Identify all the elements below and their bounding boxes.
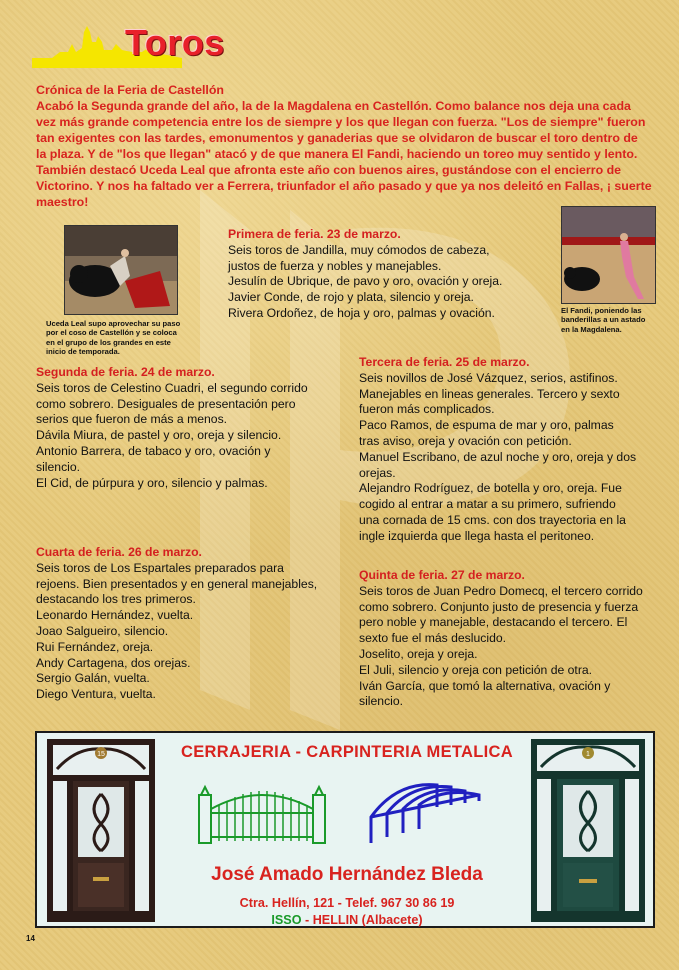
left-door-number: 15 <box>97 751 105 758</box>
section-line: Seis novillos de José Vázquez, serios, astifinos. <box>359 370 618 385</box>
section-line: Leonardo Hernández, vuelta. <box>36 608 194 623</box>
section-heading: Cuarta de feria. 26 de marzo. <box>36 545 202 559</box>
intro-article <box>36 82 658 210</box>
section-line: como sobrero. Desiguales de presentación pero <box>36 396 296 411</box>
right-door-illustration <box>531 739 645 922</box>
caption-line: inicio de temporada. <box>46 347 120 357</box>
section-heading: Primera de feria. 23 de marzo. <box>228 227 401 241</box>
section-line: Alejandro Rodríguez, de botella y oro, oreja. Fue <box>359 481 622 496</box>
left-door-illustration <box>47 739 155 922</box>
section-line: Manuel Escribano, de azul noche y oro, oreja y dos <box>359 449 637 464</box>
section-heading: Tercera de feria. 25 de marzo. <box>359 355 530 369</box>
section-heading: Quinta de feria. 27 de marzo. <box>359 568 525 582</box>
section-line: cogido al entrar a matar a su primero, sufriendo <box>359 497 616 512</box>
caption-line: El Fandi, poniendo las <box>561 306 642 315</box>
ad-address: Ctra. Hellín, 121 - Telef. 967 30 86 19 <box>239 896 455 910</box>
caption-line: banderillas a un astado <box>561 315 646 325</box>
ad-company-name: José Amado Hernández Bleda <box>211 864 483 885</box>
intro-heading: Crónica de la Feria de Castellón <box>36 83 224 97</box>
intro-line: vez más grande competencia entre los de siempre y los que llegan con fuerza. "Los de siempre" fueron <box>36 115 646 129</box>
section-line: Rivera Ordoñez, de hoja y oro, palmas y ovación. <box>228 305 495 320</box>
right-door-number: 1 <box>586 751 590 758</box>
section-line: rejoens. Bien presentados y en general manejables, <box>36 576 318 591</box>
caption-line: Uceda Leal supo aprovechar su paso <box>46 319 181 328</box>
section-line: Joselito, oreja y oreja. <box>359 646 478 661</box>
section-line: Dávila Miura, de pastel y oro, oreja y silencio. <box>36 428 282 443</box>
section-segunda <box>36 365 336 491</box>
section-line: Javier Conde, de rojo y plata, silencio y oreja. <box>228 290 474 305</box>
intro-line: Victorino. Y nos ha faltado ver a Ferrera, triunfador el año pasado y que ya nos deleitó en Fallas, ¡ suerte <box>36 179 652 193</box>
caption-line: en el grupo de los grandes en este <box>46 337 171 347</box>
caption-line: por el coso de Castellón y se coloca <box>46 328 177 338</box>
section-line: fueron más complicados. <box>359 402 495 417</box>
ad-city-green: ISSO <box>271 913 302 927</box>
section-line: El Juli, silencio y oreja con petición de otra. <box>359 662 593 677</box>
section-line: tras aviso, oreja y ovación con petición. <box>359 433 572 448</box>
section-line: silencio. <box>359 694 404 709</box>
caption-line: en la Magdalena. <box>561 324 622 334</box>
photo-caption-left <box>46 319 206 357</box>
section-line: sexto fue el más deslucido. <box>359 631 507 646</box>
page-number: 14 <box>26 934 35 943</box>
intro-line: También destacó Uceda Leal que afronta este año con buenos aires, gustándose con el encierro de <box>36 163 622 177</box>
section-line: Antonio Barrera, de tabaco y oro, ovación y <box>36 443 271 458</box>
intro-line: Acabó la Segunda grande del año, la de la Magdalena en Castellón. Como balance nos deja una cada <box>36 99 631 113</box>
section-line: como sobrero. Conjunto justo de presencia y fuerza <box>359 599 639 614</box>
advertisement-box[interactable] <box>35 731 655 928</box>
section-line: pero noble y manejable, destacando el tercero. El <box>359 615 628 630</box>
ad-title: CERRAJERIA - CARPINTERIA METALICA <box>181 743 513 761</box>
section-line: Sergio Galán, vuelta. <box>36 671 150 686</box>
section-line: Paco Ramos, de espuma de mar y oro, palmas <box>359 418 614 433</box>
section-primera <box>228 227 558 322</box>
section-line: ingle izquierda que llega hasta el peritoneo. <box>359 528 595 543</box>
section-line: Joao Salgueiro, silencio. <box>36 623 169 638</box>
section-line: Jesulín de Ubrique, de pavo y oro, ovación y oreja. <box>228 274 503 289</box>
section-line: Seis toros de Celestino Cuadri, el segundo corrido <box>36 380 308 395</box>
photo-uceda-leal <box>64 225 178 315</box>
section-line: una cornada de 15 cms. con dos trayectoria en la <box>359 512 626 527</box>
section-line: El Cid, de púrpura y oro, silencio y palmas. <box>36 475 268 490</box>
ad-city <box>37 913 657 927</box>
section-cuarta <box>36 545 336 703</box>
section-heading: Segunda de feria. 24 de marzo. <box>36 365 215 379</box>
section-line: Iván García, que tomó la alternativa, ovación y <box>359 678 611 693</box>
photo-el-fandi <box>561 206 656 304</box>
section-line: Manejables en lineas generales. Tercero y sexto <box>359 386 620 401</box>
section-line: Seis toros de Juan Pedro Domecq, el tercero corrido <box>359 583 643 598</box>
section-line: Seis toros de Jandilla, muy cómodos de cabeza, <box>228 242 490 257</box>
gate-icon <box>197 781 327 847</box>
section-line: Rui Fernández, oreja. <box>36 639 154 654</box>
page-title: Toros <box>125 22 225 63</box>
intro-line: maestro! <box>36 195 89 209</box>
section-line: destacando los tres primeros. <box>36 592 196 607</box>
section-line: silencio. <box>36 459 81 474</box>
section-tercera <box>359 355 659 545</box>
section-line: Andy Cartagena, dos orejas. <box>36 655 191 670</box>
ad-city-rest: - HELLIN (Albacete) <box>301 913 423 927</box>
photo-caption-right <box>561 306 671 334</box>
intro-line: tan exigentes con las tardes, emonumentos y ganaderias que se olvidaron de buscar el toro dentro de <box>36 131 638 145</box>
section-line: justos de fuerza y nobles y manejables. <box>228 258 442 273</box>
section-line: serios que fueron de más a menos. <box>36 412 228 427</box>
section-line: Diego Ventura, vuelta. <box>36 687 156 702</box>
section-line: orejas. <box>359 465 396 480</box>
intro-line: la plaza. Y de "los que llegan" atacó y de que manera El Fandi, haciendo un toreo muy sentido y lento. <box>36 147 638 161</box>
section-line: Seis toros de Los Espartales preparados para <box>36 560 284 575</box>
roof-structure-icon <box>367 777 493 847</box>
section-quinta <box>359 568 659 710</box>
